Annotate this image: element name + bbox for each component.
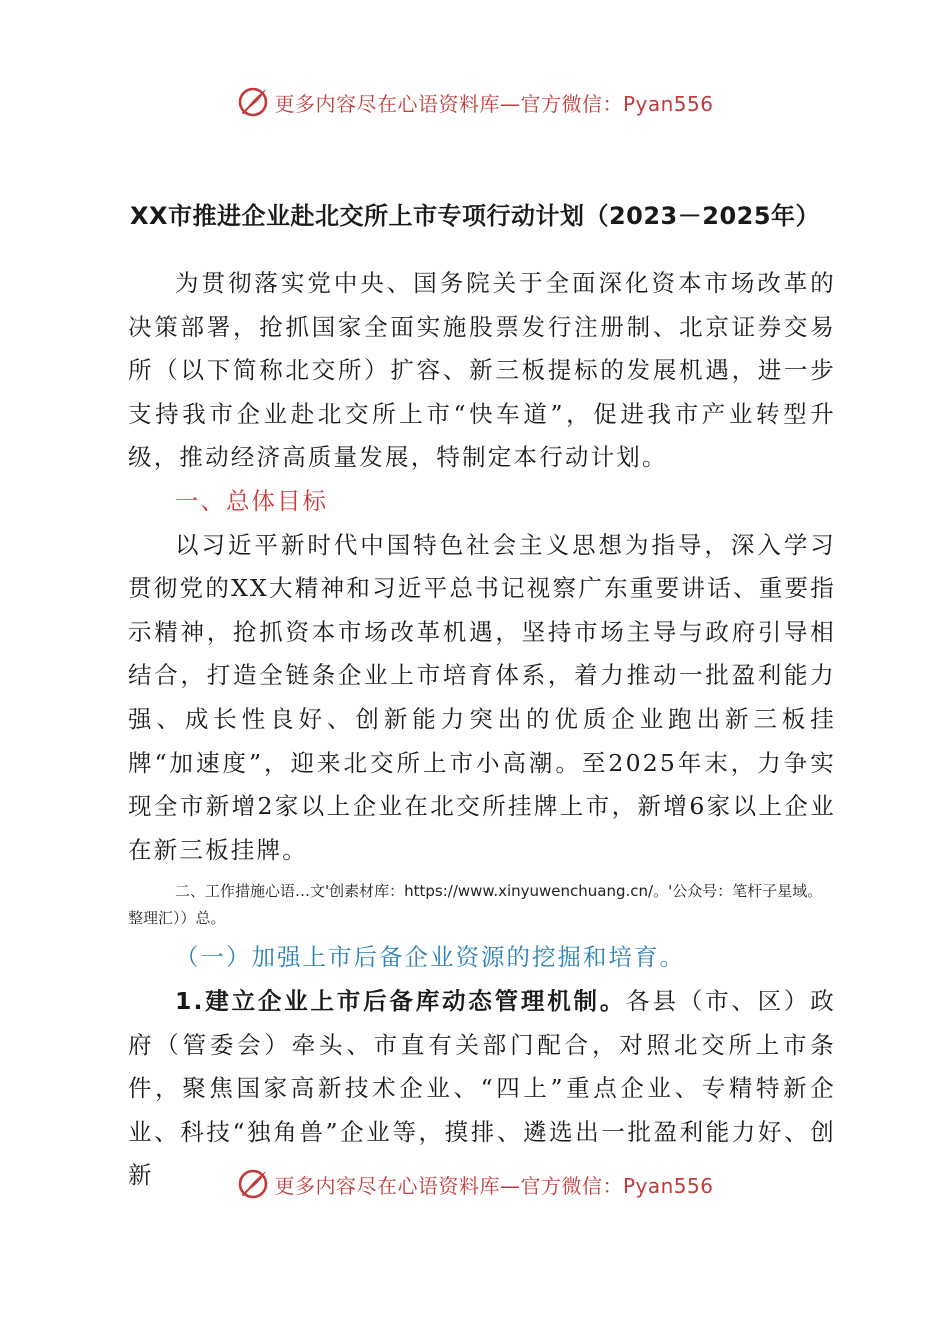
quill-logo-icon xyxy=(236,85,270,119)
watermark-banner-top xyxy=(0,80,950,124)
item-1-body: 各县（市、区）政府（管委会）牵头、市直有关部门配合，对照北交所上市条件，聚焦国家高新技术企业、“四上”重点企业、专精特新企业、科技“独角兽”企业等，摸排、遴选出一批盈利能力好、创新 xyxy=(128,986,836,1190)
document-title: XX市推进企业赴北交所上市专项行动计划（2023－2025年） xyxy=(129,202,821,230)
section-1-paragraph: 以习近平新时代中国特色社会主义思想为指导，深入学习贯彻党的XX大精神和习近平总书记视察广东重要讲话、重要指示精神，抢抓资本市场改革机遇，坚持市场主导与政府引导相结合，打造全链条企业上市培育体系，着力推动一批盈利能力强、成长性良好、创新能力突出的优质企业跑出新三板挂牌“加速度”，迎来北交所上市小高潮。至2025年末，力争实现全市新增2家以上企业在北交所挂牌上市，新增6家以上企业在新三板挂牌。 xyxy=(128,530,836,864)
document-body xyxy=(128,262,836,1198)
section-2-note: 二、工作措施心语…文'创素材库：https://www.xinyuwenchuang.cn/。'公众号：笔杆子星域。整理汇））总。 xyxy=(128,882,823,928)
quill-logo-icon xyxy=(236,1167,270,1201)
watermark-text: 更多内容尽在心语资料库—官方微信：Pyan556 xyxy=(274,91,714,116)
watermark-banner-bottom xyxy=(0,1162,950,1206)
intro-paragraph: 为贯彻落实党中央、国务院关于全面深化资本市场改革的决策部署，抢抓国家全面实施股票发行注册制、北京证券交易所（以下简称北交所）扩容、新三板提标的发展机遇，进一步支持我市企业赴北交所上市“快车道”，促进我市产业转型升级，推动经济高质量发展，特制定本行动计划。 xyxy=(128,269,836,472)
section-1-heading: 一、总体目标 xyxy=(175,486,328,515)
subsection-1-heading: （一）加强上市后备企业资源的挖掘和培育。 xyxy=(175,943,685,972)
item-1-title: 1.建立企业上市后备库动态管理机制。 xyxy=(175,986,627,1015)
watermark-text: 更多内容尽在心语资料库—官方微信：Pyan556 xyxy=(274,1173,714,1198)
